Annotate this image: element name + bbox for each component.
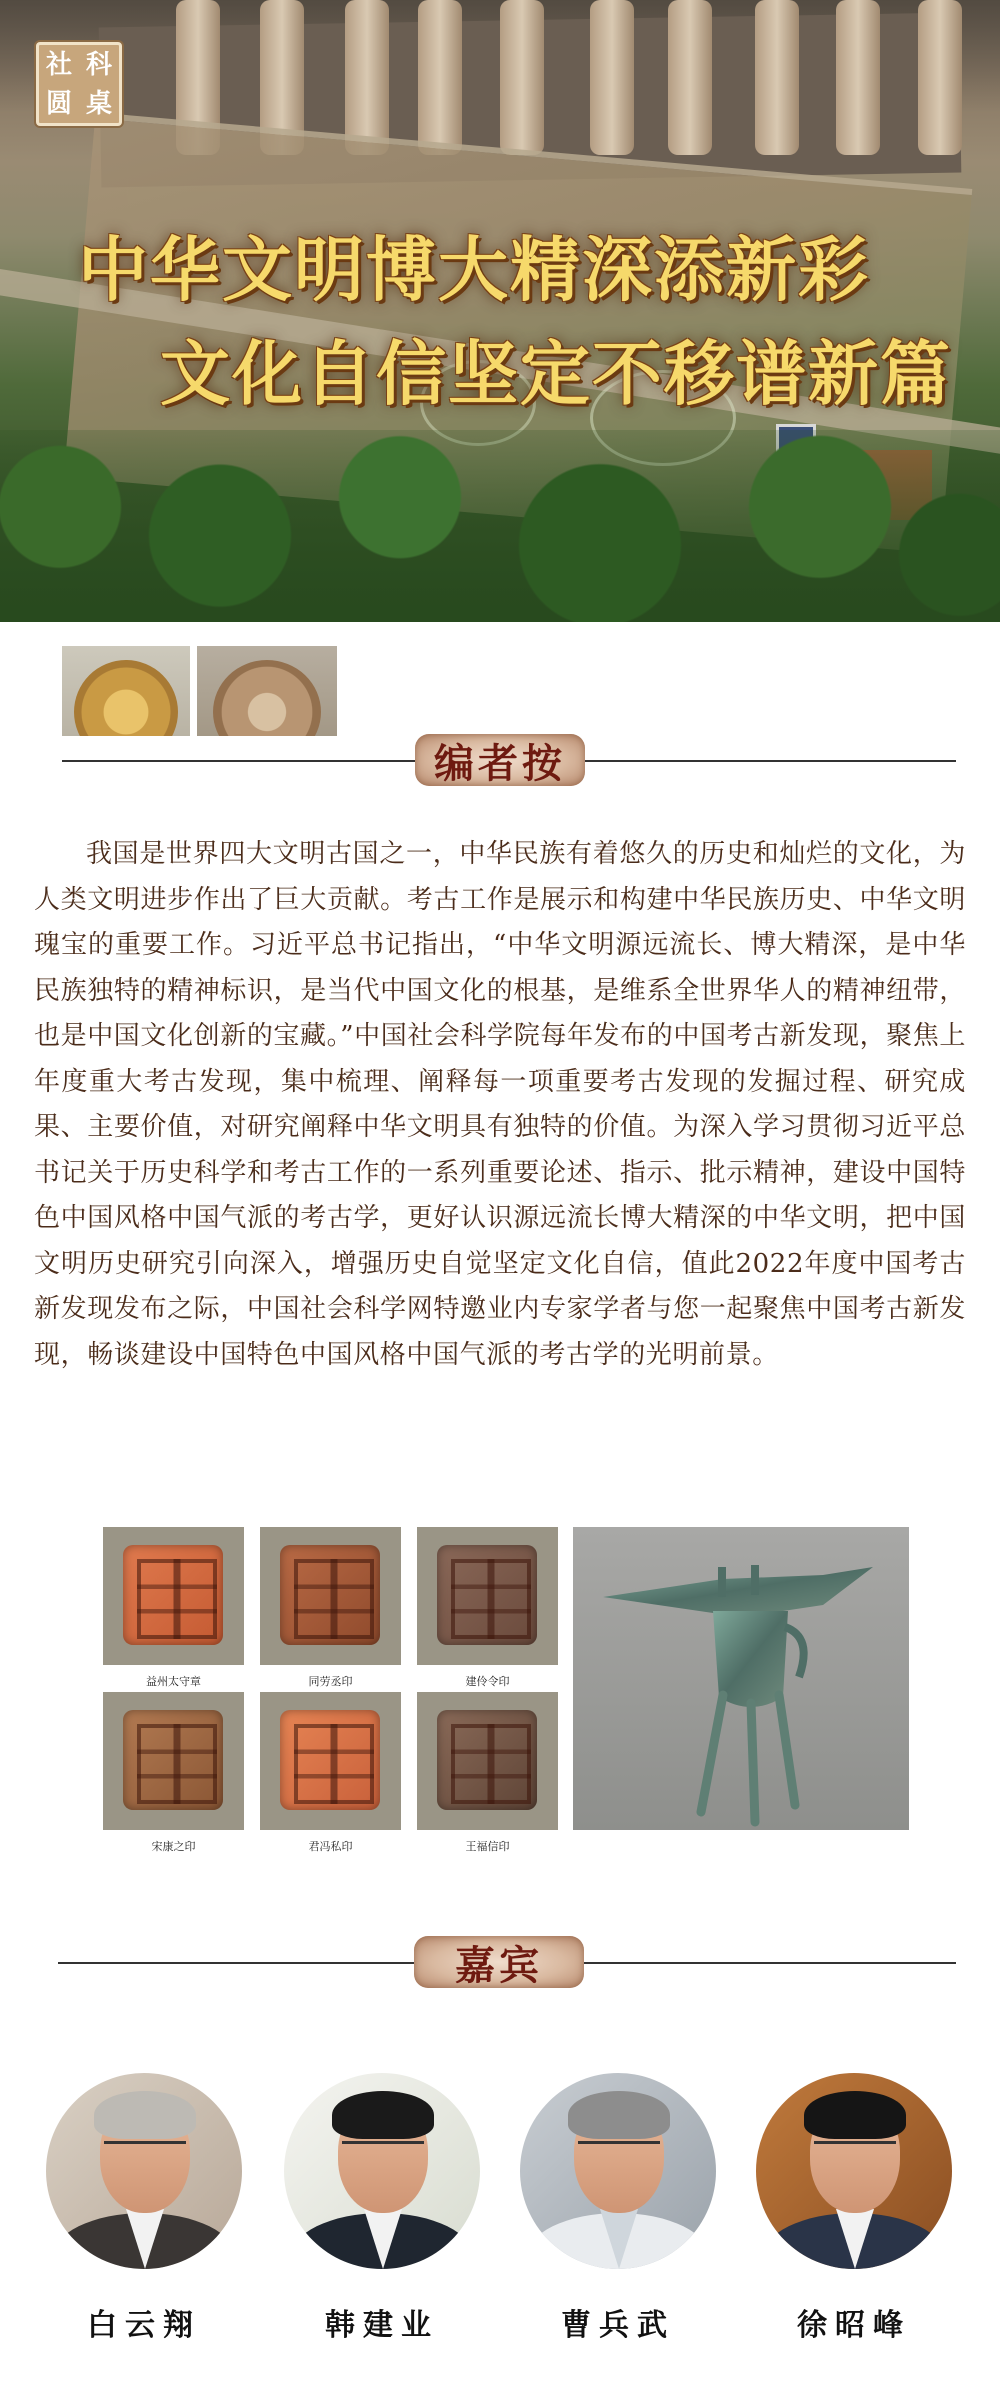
seal-char: 圆 bbox=[45, 88, 72, 119]
editor-note-heading bbox=[415, 734, 585, 786]
seal-photo bbox=[260, 1692, 401, 1830]
roof-tile-end-image bbox=[213, 660, 321, 736]
divider-right bbox=[584, 1962, 956, 1964]
artifact-photo-tile-1 bbox=[62, 646, 190, 736]
seal-inscription bbox=[451, 1724, 531, 1804]
guest-photo-4 bbox=[756, 2073, 952, 2269]
guest-hair bbox=[568, 2091, 670, 2139]
seal-inscription bbox=[451, 1559, 531, 1639]
guest-glasses bbox=[814, 2141, 896, 2162]
seal-inscription bbox=[294, 1724, 374, 1804]
guest-hair bbox=[332, 2091, 434, 2139]
seal-photo bbox=[103, 1527, 244, 1665]
bronze-jue-icon bbox=[573, 1527, 909, 1830]
divider-left bbox=[62, 760, 416, 762]
stone-slab bbox=[590, 0, 634, 155]
divider-right bbox=[584, 760, 956, 762]
guest-glasses bbox=[578, 2141, 660, 2162]
guest-hair bbox=[804, 2091, 906, 2139]
guest-name: 徐昭峰 bbox=[797, 2308, 911, 2343]
artifact-photo-tile-2 bbox=[197, 646, 337, 736]
stone-slab bbox=[918, 0, 962, 155]
bronze-vessel-photo bbox=[573, 1527, 909, 1830]
guests-heading-text: 嘉宾 bbox=[455, 1941, 543, 1989]
stone-slab bbox=[500, 0, 544, 155]
guests-heading bbox=[414, 1936, 584, 1988]
editor-note-paragraph: 我国是世界四大文明古国之一，中华民族有着悠久的历史和灿烂的文化，为人类文明进步作出了巨大贡献。考古工作是展示和构建中华民族历史、中华文明瑰宝的重要工作。习近平总书记指出，“中华文明源远流长、博大精深，是中华民族独特的精神标识，是当代中国文化的根基，是维系全世界华人的精神纽带，也是中国文化创新的宝藏。”中国社会科学院每年发布的中国考古新发现，聚焦上年度重大考古发现，集中梳理、阐释每一项重要考古发现的发掘过程、研究成果、主要价值，对研究阐释中华文明具有独特的价值。为深入学习贯彻习近平总书记关于历史科学和考古工作的一系列重要论述、指示、批示精神，建设中国特色中国风格中国气派的考古学，更好认识源远流长博大精深的中华文明，把中国文明历史研究引向深入，增强历史自觉坚定文化自信，值此2022年度中国考古新发现发布之际，中国社会科学网特邀业内专家学者与您一起聚焦中国考古新发现，畅谈建设中国特色中国风格中国气派的考古学的光明前景。 bbox=[34, 839, 966, 1370]
roof-tile-end-image bbox=[74, 660, 178, 736]
seal-caption: 王福信印 bbox=[465, 1840, 510, 1853]
guest-photo-2 bbox=[284, 2073, 480, 2269]
hero-banner bbox=[0, 0, 1000, 622]
seal-inscription bbox=[294, 1559, 374, 1639]
seal-caption: 建伶令印 bbox=[465, 1675, 510, 1688]
seal-char: 社 bbox=[45, 49, 72, 80]
editor-note-heading-text: 编者按 bbox=[434, 739, 566, 787]
guest-name: 韩建业 bbox=[325, 2308, 439, 2343]
seal-caption: 益州太守章 bbox=[146, 1675, 201, 1688]
seal-inscription bbox=[137, 1559, 217, 1639]
hero-title-line2: 文化自信坚定不移谱新篇 bbox=[160, 333, 952, 415]
seal-photo bbox=[417, 1527, 558, 1665]
divider-left bbox=[58, 1962, 414, 1964]
stone-slab bbox=[668, 0, 712, 155]
stone-slab bbox=[836, 0, 880, 155]
tree-line bbox=[0, 430, 1000, 622]
seal-photo bbox=[103, 1692, 244, 1830]
stone-slab bbox=[418, 0, 462, 155]
guest-name: 白云翔 bbox=[87, 2308, 201, 2343]
seal-char: 桌 bbox=[85, 88, 112, 119]
guest-hair bbox=[94, 2091, 196, 2139]
seal-caption: 君冯私印 bbox=[308, 1840, 353, 1853]
stone-slab bbox=[345, 0, 389, 155]
seal-inscription bbox=[137, 1724, 217, 1804]
seal-char: 科 bbox=[85, 49, 112, 80]
guest-glasses bbox=[342, 2141, 424, 2162]
seal-photo bbox=[417, 1692, 558, 1830]
hero-title-line1: 中华文明博大精深添新彩 bbox=[78, 229, 870, 311]
seal-caption: 同劳丞印 bbox=[308, 1675, 353, 1688]
stone-slab bbox=[755, 0, 799, 155]
seal-caption: 宋康之印 bbox=[151, 1840, 196, 1853]
guest-glasses bbox=[104, 2141, 186, 2162]
seal-photo bbox=[260, 1527, 401, 1665]
logo-seal bbox=[36, 42, 122, 126]
guest-photo-1 bbox=[46, 2073, 242, 2269]
guest-name: 曹兵武 bbox=[561, 2308, 675, 2343]
guest-photo-3 bbox=[520, 2073, 716, 2269]
